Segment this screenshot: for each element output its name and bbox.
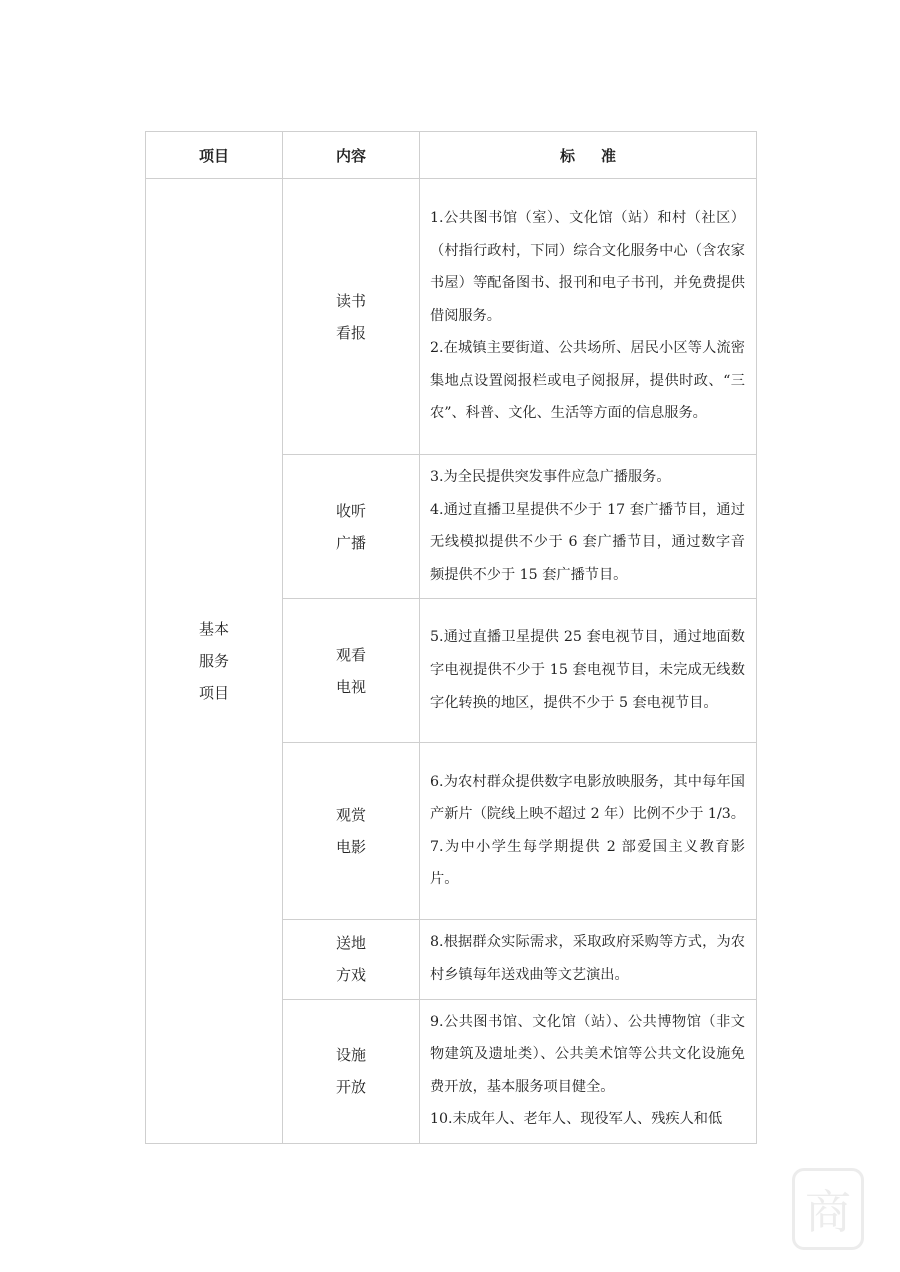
content-line: 电影 — [335, 838, 366, 857]
header-standard: 标准 — [420, 132, 757, 179]
standard-item: 10.未成年人、老年人、现役军人、残疾人和低 — [430, 1111, 723, 1128]
standard-cell — [420, 179, 757, 455]
standard-cell — [420, 999, 757, 1143]
standard-item: 7.为中小学生每学期提供 2 部爱国主义教育影片。 — [430, 838, 745, 888]
header-item: 项目 — [146, 132, 283, 179]
category-line: 基本 — [198, 619, 229, 638]
standard-cell — [420, 920, 757, 999]
standard-item: 6.为农村群众提供数字电影放映服务，其中每年国产新片（院线上映不超过 2 年）比例不少于 1/3。 — [430, 773, 745, 823]
content-line: 方戏 — [335, 966, 366, 985]
content-cell — [283, 743, 420, 920]
standard-item: 4.通过直播卫星提供不少于 17 套广播节目，通过无线模拟提供不少于 6 套广播节目，通过数字音频提供不少于 15 套广播节目。 — [430, 501, 745, 583]
standard-cell — [420, 743, 757, 920]
content-line: 收听 — [335, 501, 366, 520]
content-line: 开放 — [335, 1078, 366, 1097]
content-cell — [283, 179, 420, 455]
content-line: 设施 — [335, 1046, 366, 1065]
content-line: 读书 — [335, 291, 366, 310]
standard-item: 5.通过直播卫星提供 25 套电视节目，通过地面数字电视提供不少于 15 套电视节目，未完成无线数字化转换的地区，提供不少于 5 套电视节目。 — [430, 629, 745, 711]
content-line: 送地 — [335, 934, 366, 953]
standards-table — [145, 131, 757, 1144]
content-cell — [283, 999, 420, 1143]
content-cell — [283, 920, 420, 999]
standard-cell — [420, 455, 757, 599]
table-row — [146, 179, 757, 455]
standard-item: 9.公共图书馆、文化馆（站）、公共博物馆（非文物建筑及遗址类）、公共美术馆等公共文化设施免费开放，基本服务项目健全。 — [430, 1013, 745, 1095]
category-line: 服务 — [198, 651, 229, 670]
standard-item: 1.公共图书馆（室）、文化馆（站）和村（社区）（村指行政村，下同）综合文化服务中心（含农家书屋）等配备图书、报刊和电子书刊，并免费提供借阅服务。 — [430, 209, 745, 324]
content-line: 电视 — [335, 677, 366, 696]
table-header-row — [146, 132, 757, 179]
content-line: 广播 — [335, 533, 366, 552]
content-line: 观赏 — [335, 806, 366, 825]
category-cell — [146, 179, 283, 1144]
content-cell — [283, 599, 420, 743]
standard-item: 2.在城镇主要街道、公共场所、居民小区等人流密集地点设置阅报栏或电子阅报屏，提供时政、“三农”、科普、文化、生活等方面的信息服务。 — [430, 340, 745, 422]
content-cell — [283, 455, 420, 599]
header-content: 内容 — [283, 132, 420, 179]
standard-cell — [420, 599, 757, 743]
watermark-logo-icon: 商 — [792, 1168, 864, 1250]
category-line: 项目 — [198, 683, 229, 702]
content-line: 观看 — [335, 645, 366, 664]
standard-item: 8.根据群众实际需求，采取政府采购等方式，为农村乡镇每年送戏曲等文艺演出。 — [430, 934, 745, 983]
content-line: 看报 — [335, 323, 366, 342]
standard-item: 3.为全民提供突发事件应急广播服务。 — [430, 469, 671, 485]
